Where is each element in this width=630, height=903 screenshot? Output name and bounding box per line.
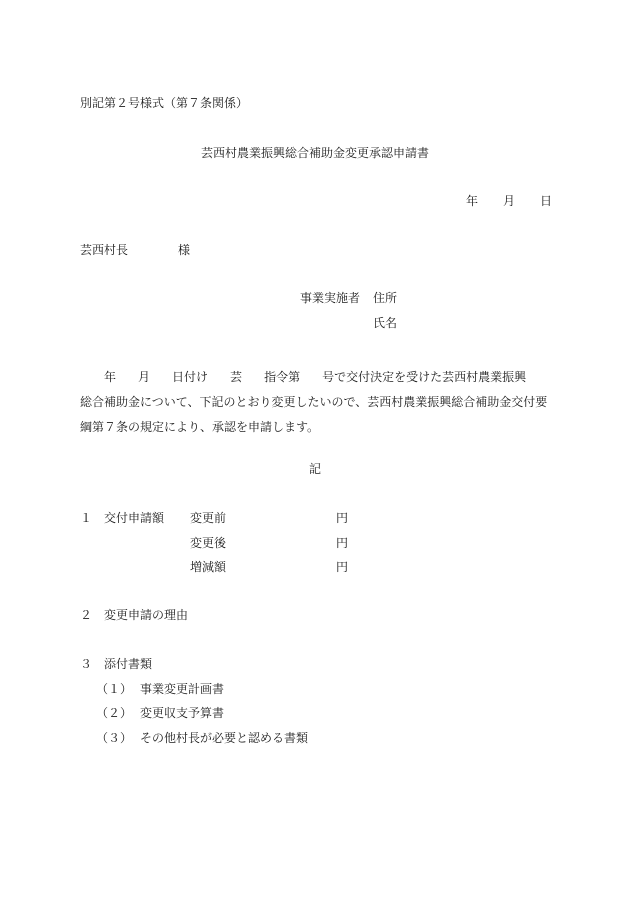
- amount-diff-unit: 円: [336, 560, 349, 574]
- addressee: [80, 244, 190, 256]
- ki-heading: 記: [308, 462, 321, 476]
- body-line-2: 総合補助金について、下記のとおり変更したいので、芸西村農業振興総合補助金交付要: [80, 395, 548, 409]
- body-directive: 指令第: [264, 370, 301, 384]
- amount-before-label: 変更前: [190, 511, 227, 525]
- item-2-number: ２: [80, 608, 93, 622]
- date-month: 月: [503, 194, 516, 208]
- body-date-suffix: 日付け: [172, 370, 209, 384]
- attachment-3-label: その他村長が必要と認める書類: [140, 731, 309, 745]
- body-gei: 芸: [230, 370, 243, 384]
- date-year: 年: [466, 194, 479, 208]
- body-line-3: 綱第７条の規定により、承認を申請します。: [80, 420, 320, 434]
- body-line-1: [80, 365, 552, 390]
- amount-after-label: 変更後: [190, 536, 227, 550]
- item-2-title: 変更申請の理由: [104, 608, 189, 622]
- body-month: 月: [138, 370, 151, 384]
- item-1-number: １: [80, 511, 93, 525]
- addressee-name: 芸西村長: [80, 243, 129, 257]
- attachment-1-label: 事業変更計画書: [140, 682, 225, 696]
- document-title: 芸西村農業振興総合補助金変更承認申請書: [200, 146, 429, 160]
- applicant-label: 事業実施者: [300, 291, 361, 305]
- amount-diff-label: 増減額: [190, 560, 227, 574]
- amount-before-unit: 円: [336, 511, 349, 525]
- date-day: 日: [540, 194, 553, 208]
- body-year: 年: [104, 370, 117, 384]
- attachment-3-number: （３）: [96, 731, 133, 745]
- attachment-2-label: 変更収支予算書: [140, 706, 225, 720]
- applicant-address-label: 住所: [373, 291, 398, 305]
- attachment-2-number: （２）: [96, 706, 133, 720]
- addressee-honorific: 様: [178, 243, 191, 257]
- item-3-title: 添付書類: [104, 657, 153, 671]
- attachment-1-number: （１）: [96, 682, 133, 696]
- body-line-1-tail: 号で交付決定を受けた芸西村農業振興: [322, 370, 527, 384]
- body-paragraph: [80, 365, 552, 440]
- date-line: [466, 195, 552, 207]
- applicant-name-label: 氏名: [373, 316, 398, 330]
- form-number-label: 別記第２号様式（第７条関係）: [80, 96, 249, 110]
- item-3-number: ３: [80, 657, 93, 671]
- amount-after-unit: 円: [336, 536, 349, 550]
- item-1-title: 交付申請額: [104, 511, 165, 525]
